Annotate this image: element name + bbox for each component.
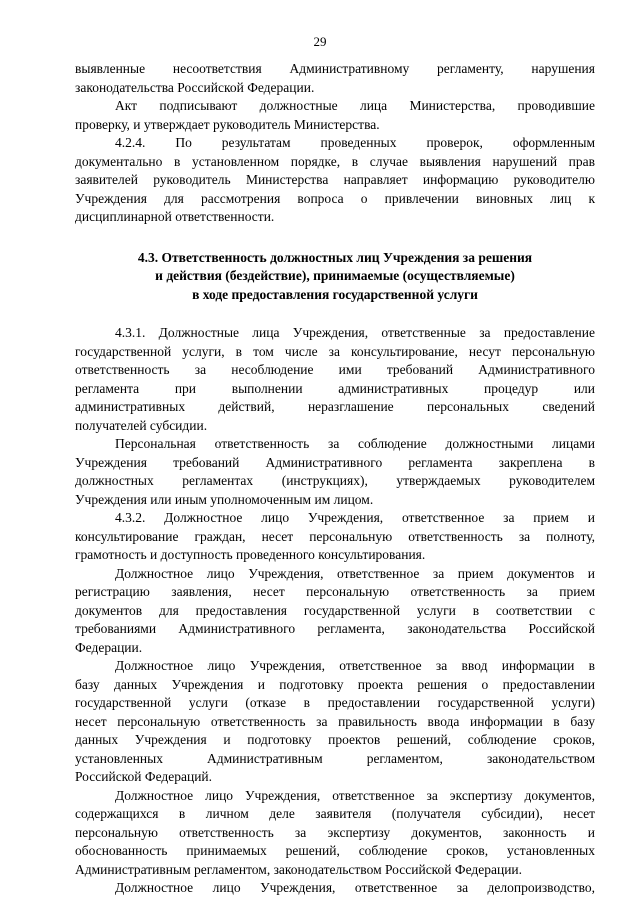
text-line: Учреждения требований Административного регламента закреплена в: [75, 454, 595, 470]
text-line: консультирование граждан, несет персональную ответственность за полноту,: [75, 528, 595, 544]
text-line: регистрацию заявления, несет персональную ответственность за прием: [75, 584, 595, 599]
paragraph: [75, 657, 595, 787]
text-line: Должностное лицо Учреждения, ответственное за прием документов и: [115, 565, 595, 581]
section-4-3-heading: [75, 249, 595, 305]
text-line: проверку, и утверждает руководитель Министерства.: [75, 116, 380, 132]
text-line: заявителей руководитель Министерства направляет информацию руководителю: [75, 172, 595, 187]
page-number: 29: [313, 34, 327, 49]
text-line: государственной услуги, в том числе за консультирование, несут персональную: [75, 343, 595, 359]
text-line: требованиями Административного регламента, законодательства Российской: [75, 621, 595, 636]
heading-line: 4.3. Ответственность должностных лиц Учреждения за решения: [137, 249, 533, 265]
text-line: Учреждения для рассмотрения вопроса о привлечении виновных лиц к: [75, 190, 595, 206]
text-line: законодательства Российской Федерации.: [75, 79, 315, 95]
text-line: Административным регламентом, законодательством Российской Федерации.: [75, 861, 523, 877]
text-line: выявленные несоответствия Административному регламенту, нарушения: [75, 61, 595, 76]
text-line: Российской Федераций.: [75, 769, 213, 784]
text-line: обоснованность принимаемых решений, соблюдение сроков, установленных: [75, 843, 595, 858]
text-line: Федерации.: [75, 639, 143, 655]
heading-line: и действия (бездействие), принимаемые (осуществляемые): [155, 268, 515, 283]
paragraph: [75, 565, 595, 658]
text-line: регламента при выполнении административных процедур или: [75, 380, 595, 396]
text-line: Должностное лицо Учреждения, ответственное за экспертизу документов,: [115, 787, 595, 803]
text-line: 4.3.1. Должностные лица Учреждения, ответственные за предоставление: [115, 325, 595, 340]
text-line: должностных регламентах (инструкциях), утверждаемых руководителем: [75, 473, 595, 488]
text-line: содержащихся в личном деле заявителя (получателя субсидии), несет: [75, 806, 595, 821]
heading-line: в ходе предоставления государственной услуги: [192, 286, 478, 302]
text-line: Должностное лицо Учреждения, ответственное за делопроизводство,: [115, 880, 595, 895]
text-line: административных действий, неразглашение персональных сведений: [75, 399, 595, 414]
section-4-2-continuation: [75, 60, 595, 227]
text-line: дисциплинарной ответственности.: [75, 209, 275, 224]
paragraph: [75, 324, 595, 435]
text-line: установленных Административным регламентом, законодательством: [75, 750, 595, 766]
paragraph: [75, 509, 595, 565]
text-line: 4.2.4. По результатам проведенных проверок, оформленным: [115, 135, 595, 150]
paragraph: [75, 97, 595, 134]
paragraph: [75, 435, 595, 509]
text-line: Персональная ответственность за соблюдение должностными лицами: [115, 436, 595, 451]
text-line: государственной услуги (отказе в предоставлении государственной услуги): [75, 695, 595, 710]
text-line: ответственность за несоблюдение ими требований Административного: [75, 362, 595, 377]
paragraph: [75, 60, 595, 97]
section-4-3-body: [75, 324, 595, 898]
text-line: документально в установленном порядке, в случае выявления нарушений прав: [75, 153, 595, 169]
text-line: Учреждения или иным уполномоченным им лицом.: [75, 491, 374, 507]
text-line: Должностное лицо Учреждения, ответственное за ввод информации в: [115, 658, 595, 673]
paragraph: [75, 879, 595, 898]
paragraph: [75, 787, 595, 880]
text-line: базу данных Учреждения и подготовку проекта решения о предоставлении: [75, 676, 595, 692]
text-line: персональную ответственность за экспертизу документов, законность и: [75, 824, 595, 840]
text-line: данных Учреждения и подготовку проектов решений, соблюдение сроков,: [75, 732, 595, 747]
paragraph: [75, 134, 595, 227]
text-line: 4.3.2. Должностное лицо Учреждения, ответственное за прием и: [115, 510, 595, 525]
text-line: получателей субсидии.: [75, 417, 208, 433]
text-line: документов для предоставления государственной услуги в соответствии с: [75, 602, 595, 618]
document-body: [75, 60, 595, 898]
text-line: грамотность и доступность проведенного консультирования.: [75, 547, 426, 562]
text-line: Акт подписывают должностные лица Министерства, проводившие: [115, 98, 595, 113]
text-line: несет персональную ответственность за правильность ввода информации в базу: [75, 713, 595, 729]
